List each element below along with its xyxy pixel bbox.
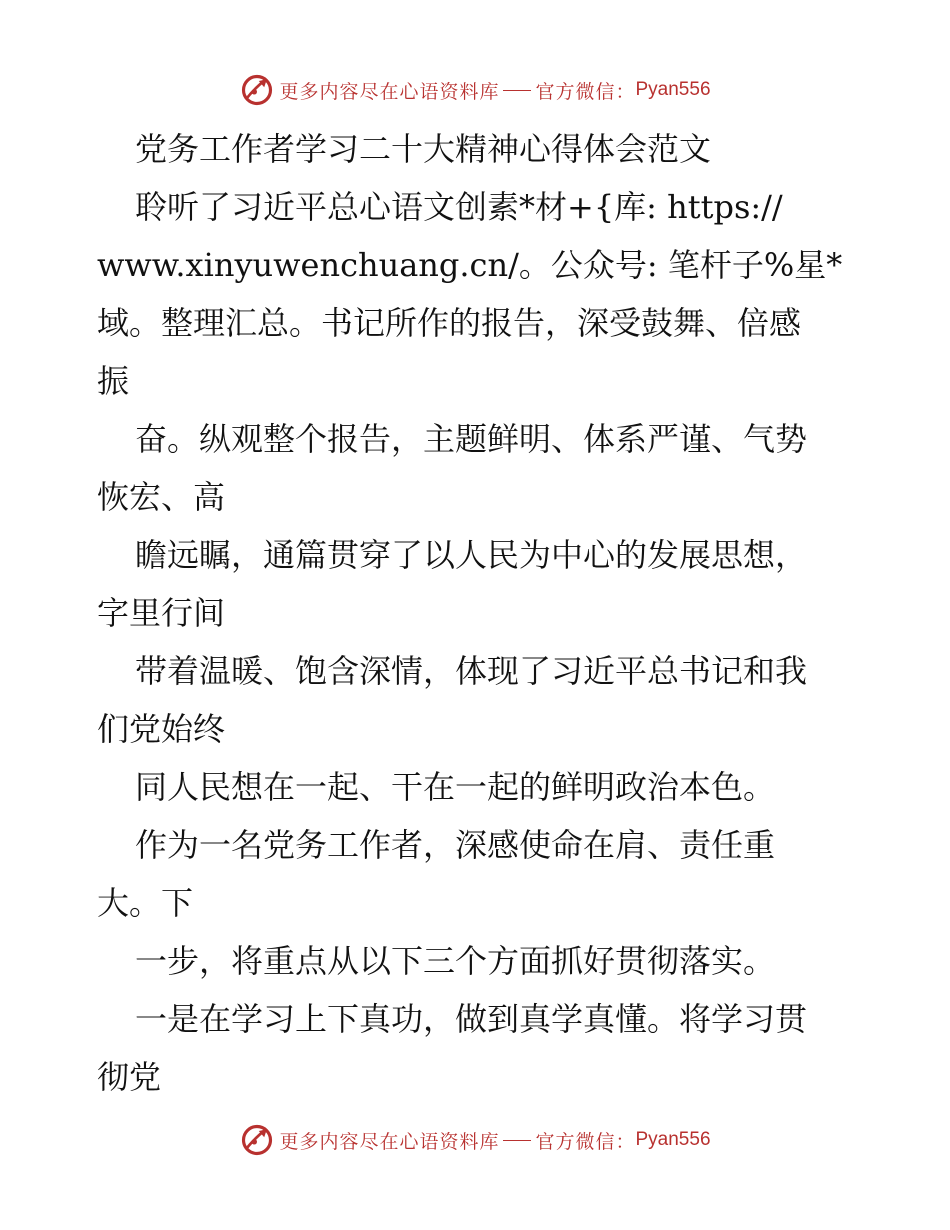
banner-text: 更多内容尽在心语资料库 [279, 80, 500, 103]
text-line: 们党始终 [97, 710, 226, 748]
banner-wechat-label: 官方微信： [535, 1130, 636, 1153]
footer-watermark-banner [0, 1118, 950, 1162]
text-line: 恢宏、高 [97, 478, 226, 516]
text-line: 瞻远瞩，通篇贯穿了以人民为中心的发展思想， [135, 536, 808, 574]
banner-wechat-label: 官方微信： [535, 80, 636, 103]
text-line: 彻党 [97, 1058, 162, 1096]
banner-wechat-id: Pyan556 [635, 1129, 711, 1150]
banner-text: 更多内容尽在心语资料库 [279, 1130, 500, 1153]
banner-dash [503, 90, 531, 91]
banner-wechat-id: Pyan556 [635, 79, 711, 100]
pen-nib-logo-icon [239, 1122, 275, 1158]
text-line: www.xinyuwenchuang.cn/。公众号: 笔杆子%星* [97, 246, 843, 284]
text-line: 带着温暖、饱含深情，体现了习近平总书记和我 [135, 652, 808, 690]
text-line: 大。下 [97, 884, 194, 922]
text-line: 字里行间 [97, 594, 226, 632]
text-line: 同人民想在一起、干在一起的鲜明政治本色。 [135, 768, 776, 806]
text-line: 聆听了习近平总心语文创素*材+{库: https:// [135, 188, 783, 226]
text-line: 一是在学习上下真功，做到真学真懂。将学习贯 [135, 1000, 808, 1038]
banner-dash [503, 1140, 531, 1141]
pen-nib-logo-icon [239, 72, 275, 108]
text-line: 作为一名党务工作者，深感使命在肩、责任重 [135, 826, 776, 864]
text-line: 域。整理汇总。书记所作的报告，深受鼓舞、倍感 [97, 304, 802, 342]
header-watermark-banner [0, 68, 950, 112]
document-title: 党务工作者学习二十大精神心得体会范文 [135, 130, 712, 168]
text-line: 奋。纵观整个报告，主题鲜明、体系严谨、气势 [135, 420, 808, 458]
document-body [97, 120, 857, 1106]
text-line: 振 [97, 362, 130, 400]
text-line: 一步，将重点从以下三个方面抓好贯彻落实。 [135, 942, 776, 980]
